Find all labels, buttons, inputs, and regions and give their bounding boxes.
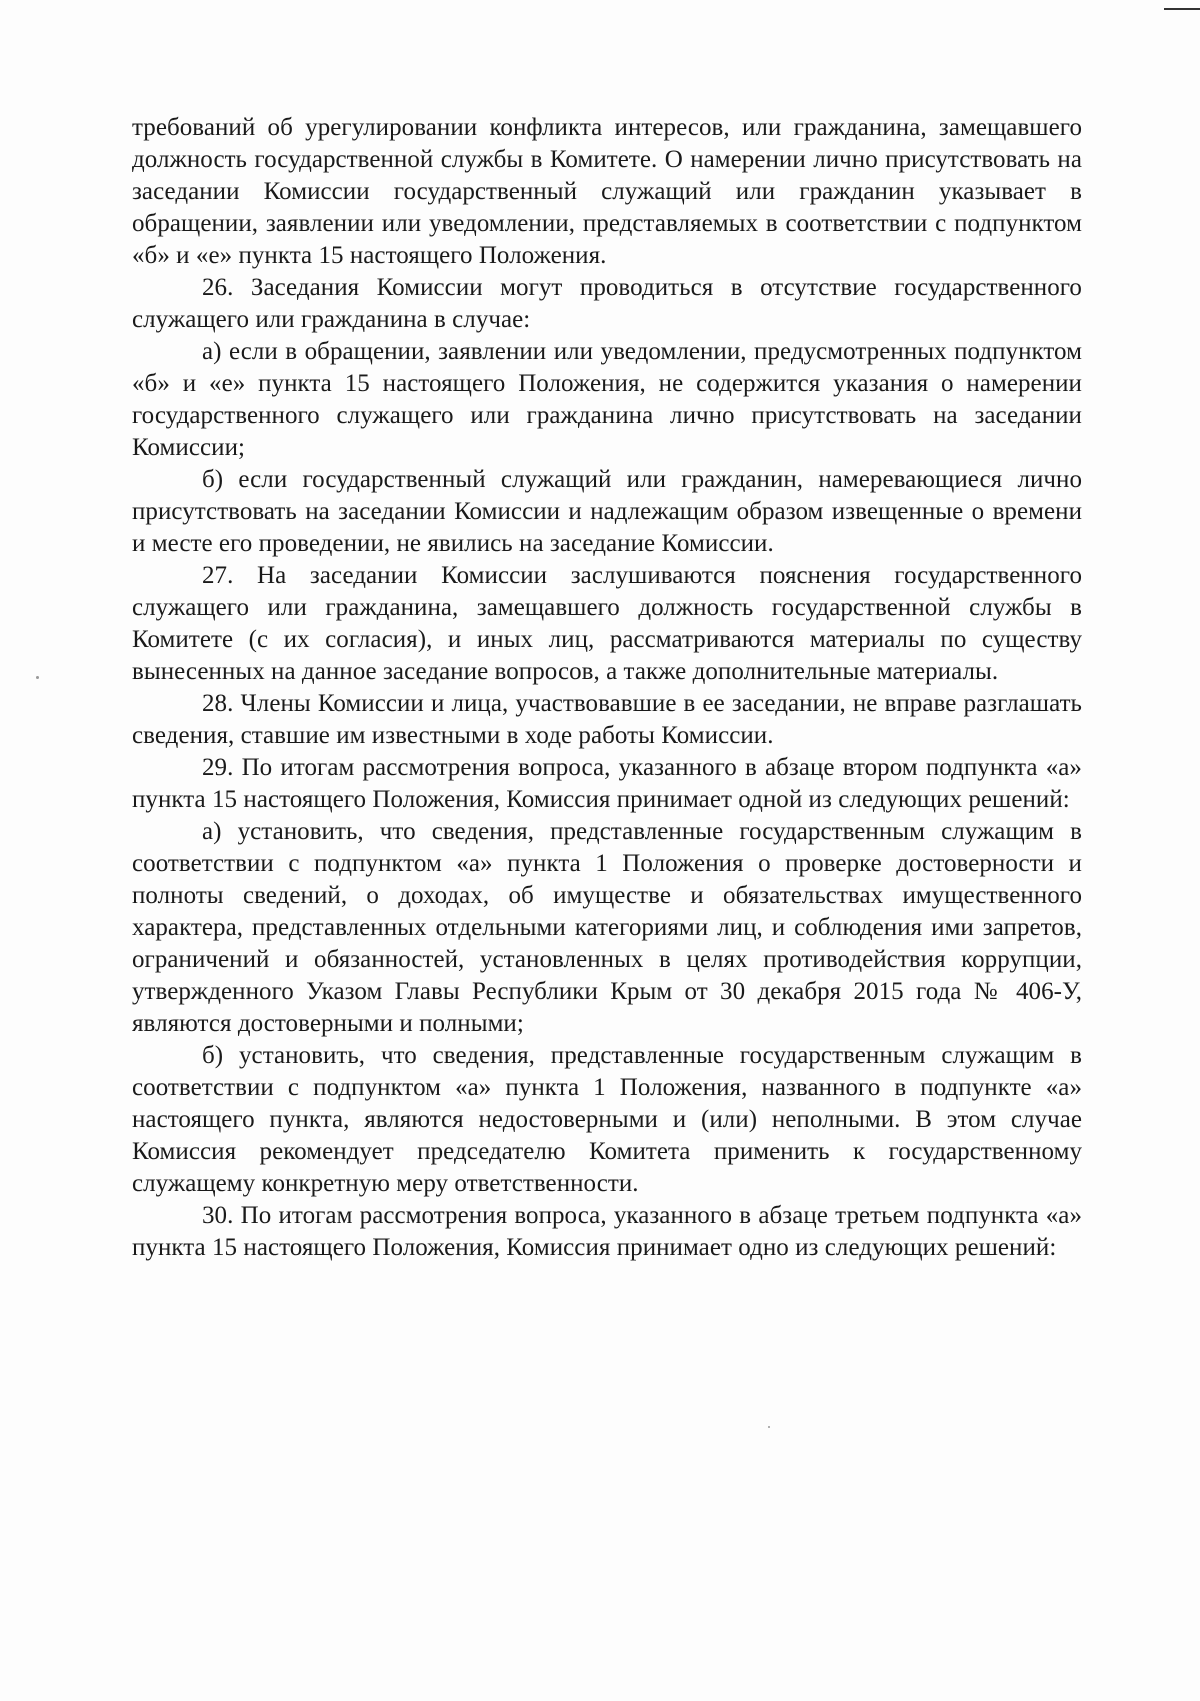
scan-speck: [36, 676, 39, 679]
paragraph-item-26-a: а) если в обращении, заявлении или уведомлении, предусмотренных подпунктом «б» и «е» пункта 15 настоящего Положения, не содержится указания о намерении государственного служащего или гражданина лично присутствовать на заседании Комиссии;: [132, 338, 1082, 461]
paragraph-item-26: 26. Заседания Комиссии могут проводиться в отсутствие государственного служащего или гражданина в случае:: [132, 274, 1082, 333]
paragraph-item-29: 29. По итогам рассмотрения вопроса, указанного в абзаце втором подпункта «а» пункта 15 настоящего Положения, Комиссия принимает одной из следующих решений:: [132, 754, 1082, 813]
document-body: [132, 112, 1082, 1264]
scan-speck: [768, 1426, 770, 1428]
paragraph-item-29-b: б) установить, что сведения, представленные государственным служащим в соответствии с подпунктом «а» пункта 1 Положения, названного в подпункте «а» настоящего пункта, являются недостоверными и (или) неполными. В этом случае Комиссия рекомендует председателю Комитета применить к государственному служащему конкретную меру ответственности.: [132, 1042, 1082, 1197]
scan-edge-mark: [1164, 8, 1200, 10]
paragraph-item-27: 27. На заседании Комиссии заслушиваются пояснения государственного служащего или гражданина, замещавшего должность государственной службы в Комитете (с их согласия), и иных лиц, рассматриваются материалы по существу вынесенных на данное заседание вопросов, а также дополнительные материалы.: [132, 562, 1082, 685]
paragraph-item-30: 30. По итогам рассмотрения вопроса, указанного в абзаце третьем подпункта «а» пункта 15 настоящего Положения, Комиссия принимает одно из следующих решений:: [132, 1202, 1082, 1261]
paragraph-item-29-a: а) установить, что сведения, представленные государственным служащим в соответствии с подпунктом «а» пункта 1 Положения о проверке достоверности и полноты сведений, о доходах, об имуществе и обязательствах имущественного характера, представленных отдельными категориями лиц, и соблюдения ими запретов, ограничений и обязанностей, установленных в целях противодействия коррупции, утвержденного Указом Главы Республики Крым от 30 декабря 2015 года № 406-У, являются достоверными и полными;: [132, 818, 1082, 1037]
paragraph-continuation: требований об урегулировании конфликта интересов, или гражданина, замещавшего должность государственной службы в Комитете. О намерении лично присутствовать на заседании Комиссии государственный служащий или гражданин указывает в обращении, заявлении или уведомлении, представляемых в соответствии с подпунктом «б» и «е» пункта 15 настоящего Положения.: [132, 114, 1082, 269]
paragraph-item-28: 28. Члены Комиссии и лица, участвовавшие в ее заседании, не вправе разглашать сведения, ставшие им известными в ходе работы Комиссии.: [132, 690, 1082, 749]
paragraph-item-26-b: б) если государственный служащий или гражданин, намеревающиеся лично присутствовать на заседании Комиссии и надлежащим образом извещенные о времени и месте его проведении, не явились на заседание Комиссии.: [132, 466, 1082, 557]
